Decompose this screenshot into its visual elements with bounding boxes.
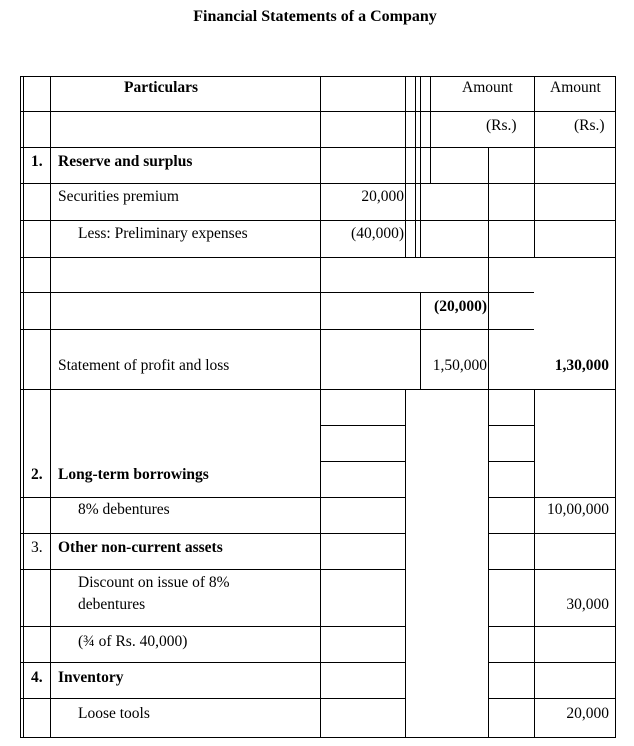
discount-label-2: debentures	[78, 596, 146, 613]
header-particulars: Particulars	[124, 79, 199, 96]
prelim-label: Less: Preliminary expenses	[78, 225, 248, 242]
fraction-label: (¾ of Rs. 40,000)	[78, 633, 188, 650]
column-divider	[320, 76, 321, 738]
discount-label-1: Discount on issue of 8%	[78, 574, 230, 591]
row-divider	[488, 662, 616, 663]
column-divider	[415, 76, 416, 258]
net-value: (20,000)	[434, 298, 487, 315]
row-divider	[20, 220, 616, 221]
row-divider	[20, 111, 616, 112]
discount-value: 30,000	[566, 596, 609, 613]
row-divider	[488, 497, 616, 498]
header-amount-2: Amount	[550, 79, 601, 96]
item-number: 3.	[31, 539, 43, 556]
row-divider	[20, 569, 406, 570]
item-number: 2.	[31, 466, 43, 483]
securities-value: 20,000	[361, 188, 404, 205]
reserve-label: Reserve and surplus	[58, 153, 193, 170]
table-border	[615, 76, 616, 738]
table-border	[20, 76, 616, 77]
header-amount-1: Amount	[462, 79, 513, 96]
table-border	[23, 76, 24, 738]
loose-tools-label: Loose tools	[78, 705, 150, 722]
inventory-label: Inventory	[58, 669, 124, 686]
row-divider	[320, 461, 406, 462]
prelim-value: (40,000)	[351, 225, 404, 242]
row-divider	[20, 698, 406, 699]
row-divider	[20, 389, 616, 390]
table-border	[20, 737, 616, 738]
row-divider	[488, 698, 616, 699]
header-amount-1-unit: (Rs.)	[486, 117, 517, 134]
row-divider	[488, 533, 616, 534]
item-number: 4.	[31, 669, 43, 686]
column-divider	[488, 148, 489, 390]
row-divider	[488, 626, 616, 627]
row-divider	[488, 425, 535, 426]
ltb-label: Long-term borrowings	[58, 466, 209, 483]
row-divider	[20, 626, 406, 627]
row-divider	[488, 569, 616, 570]
item-number: 1.	[31, 153, 43, 170]
header-amount-2-unit: (Rs.)	[574, 117, 605, 134]
column-divider	[534, 148, 535, 258]
page-title: Financial Statements of a Company	[193, 8, 437, 25]
loose-tools-value: 20,000	[566, 705, 609, 722]
reserve-total: 1,30,000	[554, 357, 609, 374]
securities-label: Securities premium	[58, 188, 179, 205]
pl-label: Statement of profit and loss	[58, 357, 230, 374]
debentures-label: 8% debentures	[78, 501, 170, 518]
row-divider	[20, 183, 616, 184]
row-divider	[20, 329, 534, 330]
column-divider	[420, 76, 421, 258]
pl-value: 1,50,000	[432, 357, 487, 374]
column-divider	[534, 390, 535, 738]
row-divider	[20, 533, 406, 534]
oca-label: Other non-current assets	[58, 539, 223, 556]
row-divider	[20, 662, 406, 663]
debentures-value: 10,00,000	[547, 501, 609, 518]
column-divider	[405, 390, 406, 738]
column-divider	[534, 76, 535, 148]
row-divider	[20, 147, 616, 148]
row-divider	[20, 497, 406, 498]
column-divider	[50, 76, 51, 738]
row-divider	[20, 257, 616, 258]
table-border	[20, 76, 21, 738]
row-divider	[320, 425, 406, 426]
column-divider	[488, 390, 489, 738]
column-divider	[430, 76, 431, 184]
row-divider	[20, 292, 534, 293]
column-divider	[405, 76, 406, 258]
row-divider	[488, 461, 535, 462]
